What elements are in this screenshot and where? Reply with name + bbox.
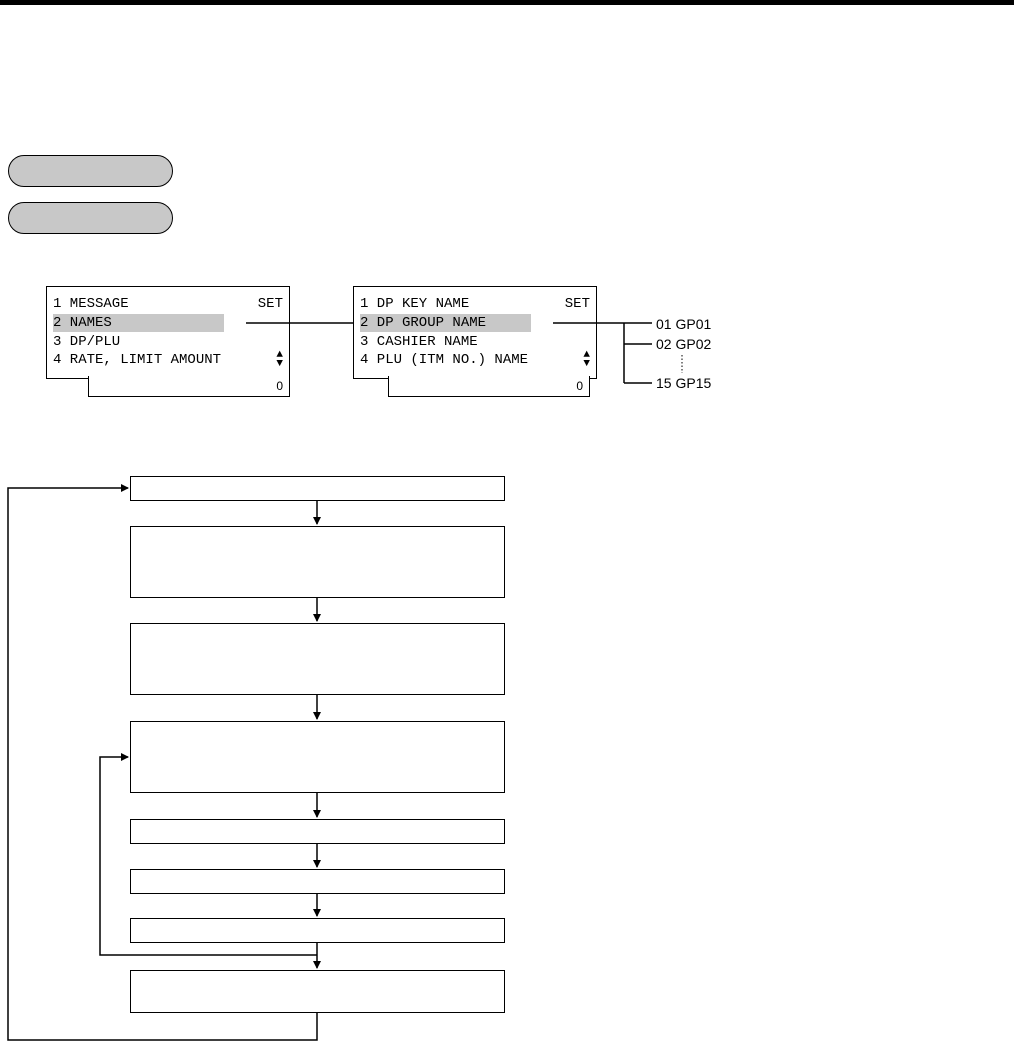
menu-item-rate-limit: 4 RATE, LIMIT AMOUNT xyxy=(53,352,222,368)
lcd-status-bar: 0 xyxy=(88,376,290,397)
lcd-status-bar: 0 xyxy=(388,376,590,397)
selected-highlight: 2 DP GROUP NAME xyxy=(360,314,531,332)
set-label: SET xyxy=(257,296,283,312)
selected-highlight: 2 NAMES xyxy=(53,314,224,332)
branch-label-gp15: 15 GP15 xyxy=(656,375,712,391)
menu-item-dp-key-name: 1 DP KEY NAME xyxy=(360,296,470,312)
menu-item-message: 1 MESSAGE xyxy=(53,296,129,312)
menu-item-cashier-name: 3 CASHIER NAME xyxy=(360,334,478,350)
flow-loop-inner xyxy=(100,757,317,955)
flow-loop-outer xyxy=(8,488,317,1040)
scroll-updown-icon: ▲ ▼ xyxy=(583,349,590,370)
branch-label-gp02: 02 GP02 xyxy=(656,336,712,352)
set-label: SET xyxy=(564,296,590,312)
scroll-updown-icon: ▲ ▼ xyxy=(276,349,283,370)
menu-item-plu-name: 4 PLU (ITM NO.) NAME xyxy=(360,352,529,368)
menu-item-dp-plu: 3 DP/PLU xyxy=(53,334,121,350)
branch-label-gp01: 01 GP01 xyxy=(656,316,712,332)
